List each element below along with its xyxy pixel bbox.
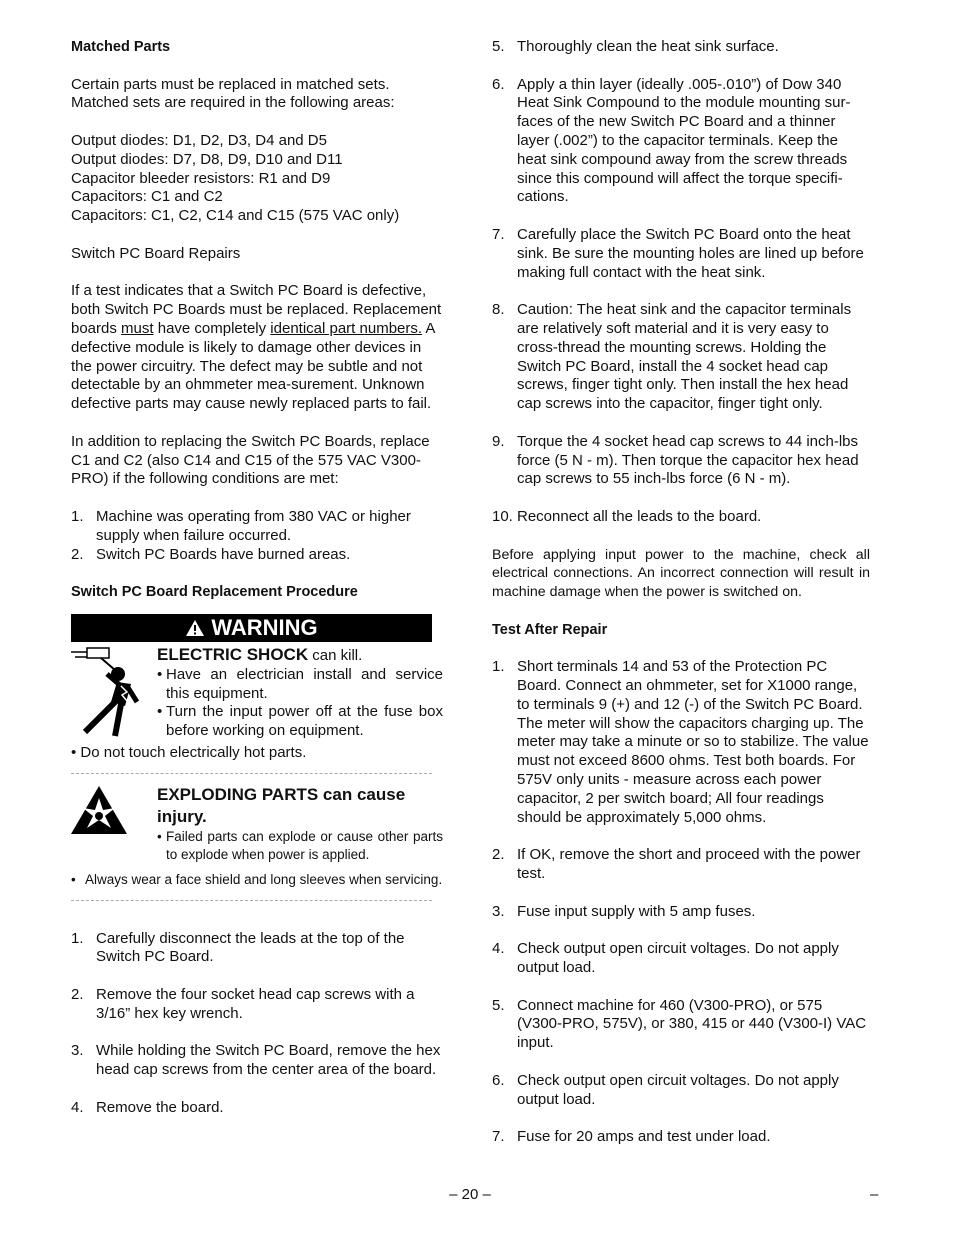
matched-parts-heading: Matched Parts xyxy=(71,39,171,55)
warning-banner xyxy=(71,614,432,642)
exploding-parts-block xyxy=(71,784,443,866)
matched-item: Output diodes: D1, D2, D3, D4 and D5 xyxy=(71,131,327,149)
procedure-step: 3. While holding the Switch PC Board, remove the hex head cap screws from the center area of the board. xyxy=(71,1042,441,1079)
before-applying-paragraph: Before applying input power to the machine, check all electrical connections. An incorrect connection will result in machine damage when the power is switched on. xyxy=(492,546,870,601)
procedure-step: 10. Reconnect all the leads to the board. xyxy=(492,507,762,525)
test-step: 2. If OK, remove the short and proceed with the power test. xyxy=(492,846,861,883)
must-underlined: must xyxy=(121,319,154,337)
explode-title: EXPLODING PARTS can cause injury. xyxy=(157,784,406,826)
shock-bullet: • Turn the input power off at the fuse box before working on equipment. xyxy=(157,703,443,740)
procedure-step: 4. Remove the board. xyxy=(71,1098,224,1116)
shock-bullet: • Have an electrician install and service this equipment. xyxy=(157,665,443,702)
procedure-heading: Switch PC Board Replacement Procedure xyxy=(71,584,358,601)
page-number: – 20 – xyxy=(449,1186,491,1203)
condition-item: 1. Machine was operating from 380 VAC or higher supply when failure occurred. xyxy=(71,507,411,544)
test-step: 6. Check output open circuit voltages. Do not apply output load. xyxy=(492,1071,839,1108)
switch-repairs-subheading: Switch PC Board Repairs xyxy=(71,244,241,262)
matched-item: Capacitors: C1 and C2 xyxy=(71,188,223,206)
warning-label: WARNING xyxy=(211,614,318,640)
shock-title: ELECTRIC SHOCK can kill. xyxy=(157,644,363,664)
right-column xyxy=(492,38,870,1147)
matched-item: Capacitors: C1, C2, C14 and C15 (575 VAC only) xyxy=(71,207,400,225)
procedure-step: 1. Carefully disconnect the leads at the top of the Switch PC Board. xyxy=(71,929,405,966)
test-step: 4. Check output open circuit voltages. Do not apply output load. xyxy=(492,940,839,977)
condition-item: 2. Switch PC Boards have burned areas. xyxy=(71,545,351,563)
identical-underlined: identical part numbers. xyxy=(270,319,423,337)
test-after-repair-heading: Test After Repair xyxy=(492,621,608,638)
electric-shock-icon xyxy=(71,646,151,738)
addition-paragraph: In addition to replacing the Switch PC Boards, replace C1 and C2 (also C14 and C15 of the 575 VAC V300-PRO) if the following conditions are met: xyxy=(71,432,430,488)
matched-item: Output diodes: D7, D8, D9, D10 and D11 xyxy=(71,150,343,168)
shock-last-bullet: • Do not touch electrically hot parts. xyxy=(71,743,307,761)
divider xyxy=(71,773,432,774)
test-step: 5. Connect machine for 460 (V300-PRO), or 575 (V300-PRO, 575V), or 380, 415 or 440 (V300-I) VAC input. xyxy=(492,996,867,1052)
exploding-parts-icon xyxy=(71,784,131,838)
matched-intro: Certain parts must be replaced in matched sets. Matched sets are required in the following areas: xyxy=(71,75,395,112)
matched-item: Capacitor bleeder resistors: R1 and D9 xyxy=(71,169,331,187)
procedure-step: 5. Thoroughly clean the heat sink surface. xyxy=(492,38,779,55)
procedure-step: 7. Carefully place the Switch PC Board onto the heat sink. Be sure the mounting holes are lined up before making full contact with the heat sink. xyxy=(492,225,864,281)
procedure-step: 8. Caution: The heat sink and the capacitor terminals are relatively soft material and it is very easy to cross-thread the mounting screws. Holding the Switch PC Board, install the 4 socket head cap screws, finger tight only. Then install the hex head cap screws into the capacitor, finger tight only. xyxy=(492,301,852,413)
divider xyxy=(71,900,432,901)
procedure-step: 6. Apply a thin layer (ideally .005-.010”) of Dow 340 Heat Sink Compound to the module mounting sur-faces of the new Switch PC Board and a thinner layer (.002”) to the capacitor terminals. Keep the heat sink compound away from the screw threads since this compound will affect the torque specifi-cations. xyxy=(492,75,851,206)
procedure-step: 9. Torque the 4 socket head cap screws to 44 inch-lbs force (5 N - m). Then torque the capacitor hex head cap screws to 55 inch-lbs force (6 N - m). xyxy=(492,432,859,488)
electric-shock-block xyxy=(71,646,443,744)
test-step: 7. Fuse for 20 amps and test under load. xyxy=(492,1128,771,1146)
footer-dash: – xyxy=(870,1186,879,1203)
explode-bullet: • Failed parts can explode or cause other parts to explode when power is applied. xyxy=(157,828,443,863)
test-step: 1. Short terminals 14 and 53 of the Protection PC Board. Connect an ohmmeter, set for X1000 range, to terminals 9 (+) and 12 (-) of the Switch PC Board. The meter will show the capacitors charging up. The meter may take a minute or so to stabilize. The value must not exceed 8600 ohms. Test both boards. For 575V only units - measure across each power capacitor, 2 per switch board; All four readings should be approximately 5,000 ohms. xyxy=(492,658,869,826)
explode-last-bullet: • Always wear a face shield and long sleeves when servicing. xyxy=(71,872,443,888)
warning-triangle-icon xyxy=(185,619,205,637)
test-step: 3. Fuse input supply with 5 amp fuses. xyxy=(492,902,756,920)
left-column xyxy=(71,38,443,1118)
defect-paragraph: If a test indicates that a Switch PC Board is defective, both Switch PC Boards must be replaced. Replacement boards must have completely identical part numbers. A defective module is likely to damage other devices in the power circuitry. The defect may be subtle and not detectable by an ohmmeter mea-surement. Unknown defective parts may cause newly replaced parts to fail. xyxy=(71,282,442,413)
procedure-step: 2. Remove the four socket head cap screws with a 3/16” hex key wrench. xyxy=(71,986,415,1022)
